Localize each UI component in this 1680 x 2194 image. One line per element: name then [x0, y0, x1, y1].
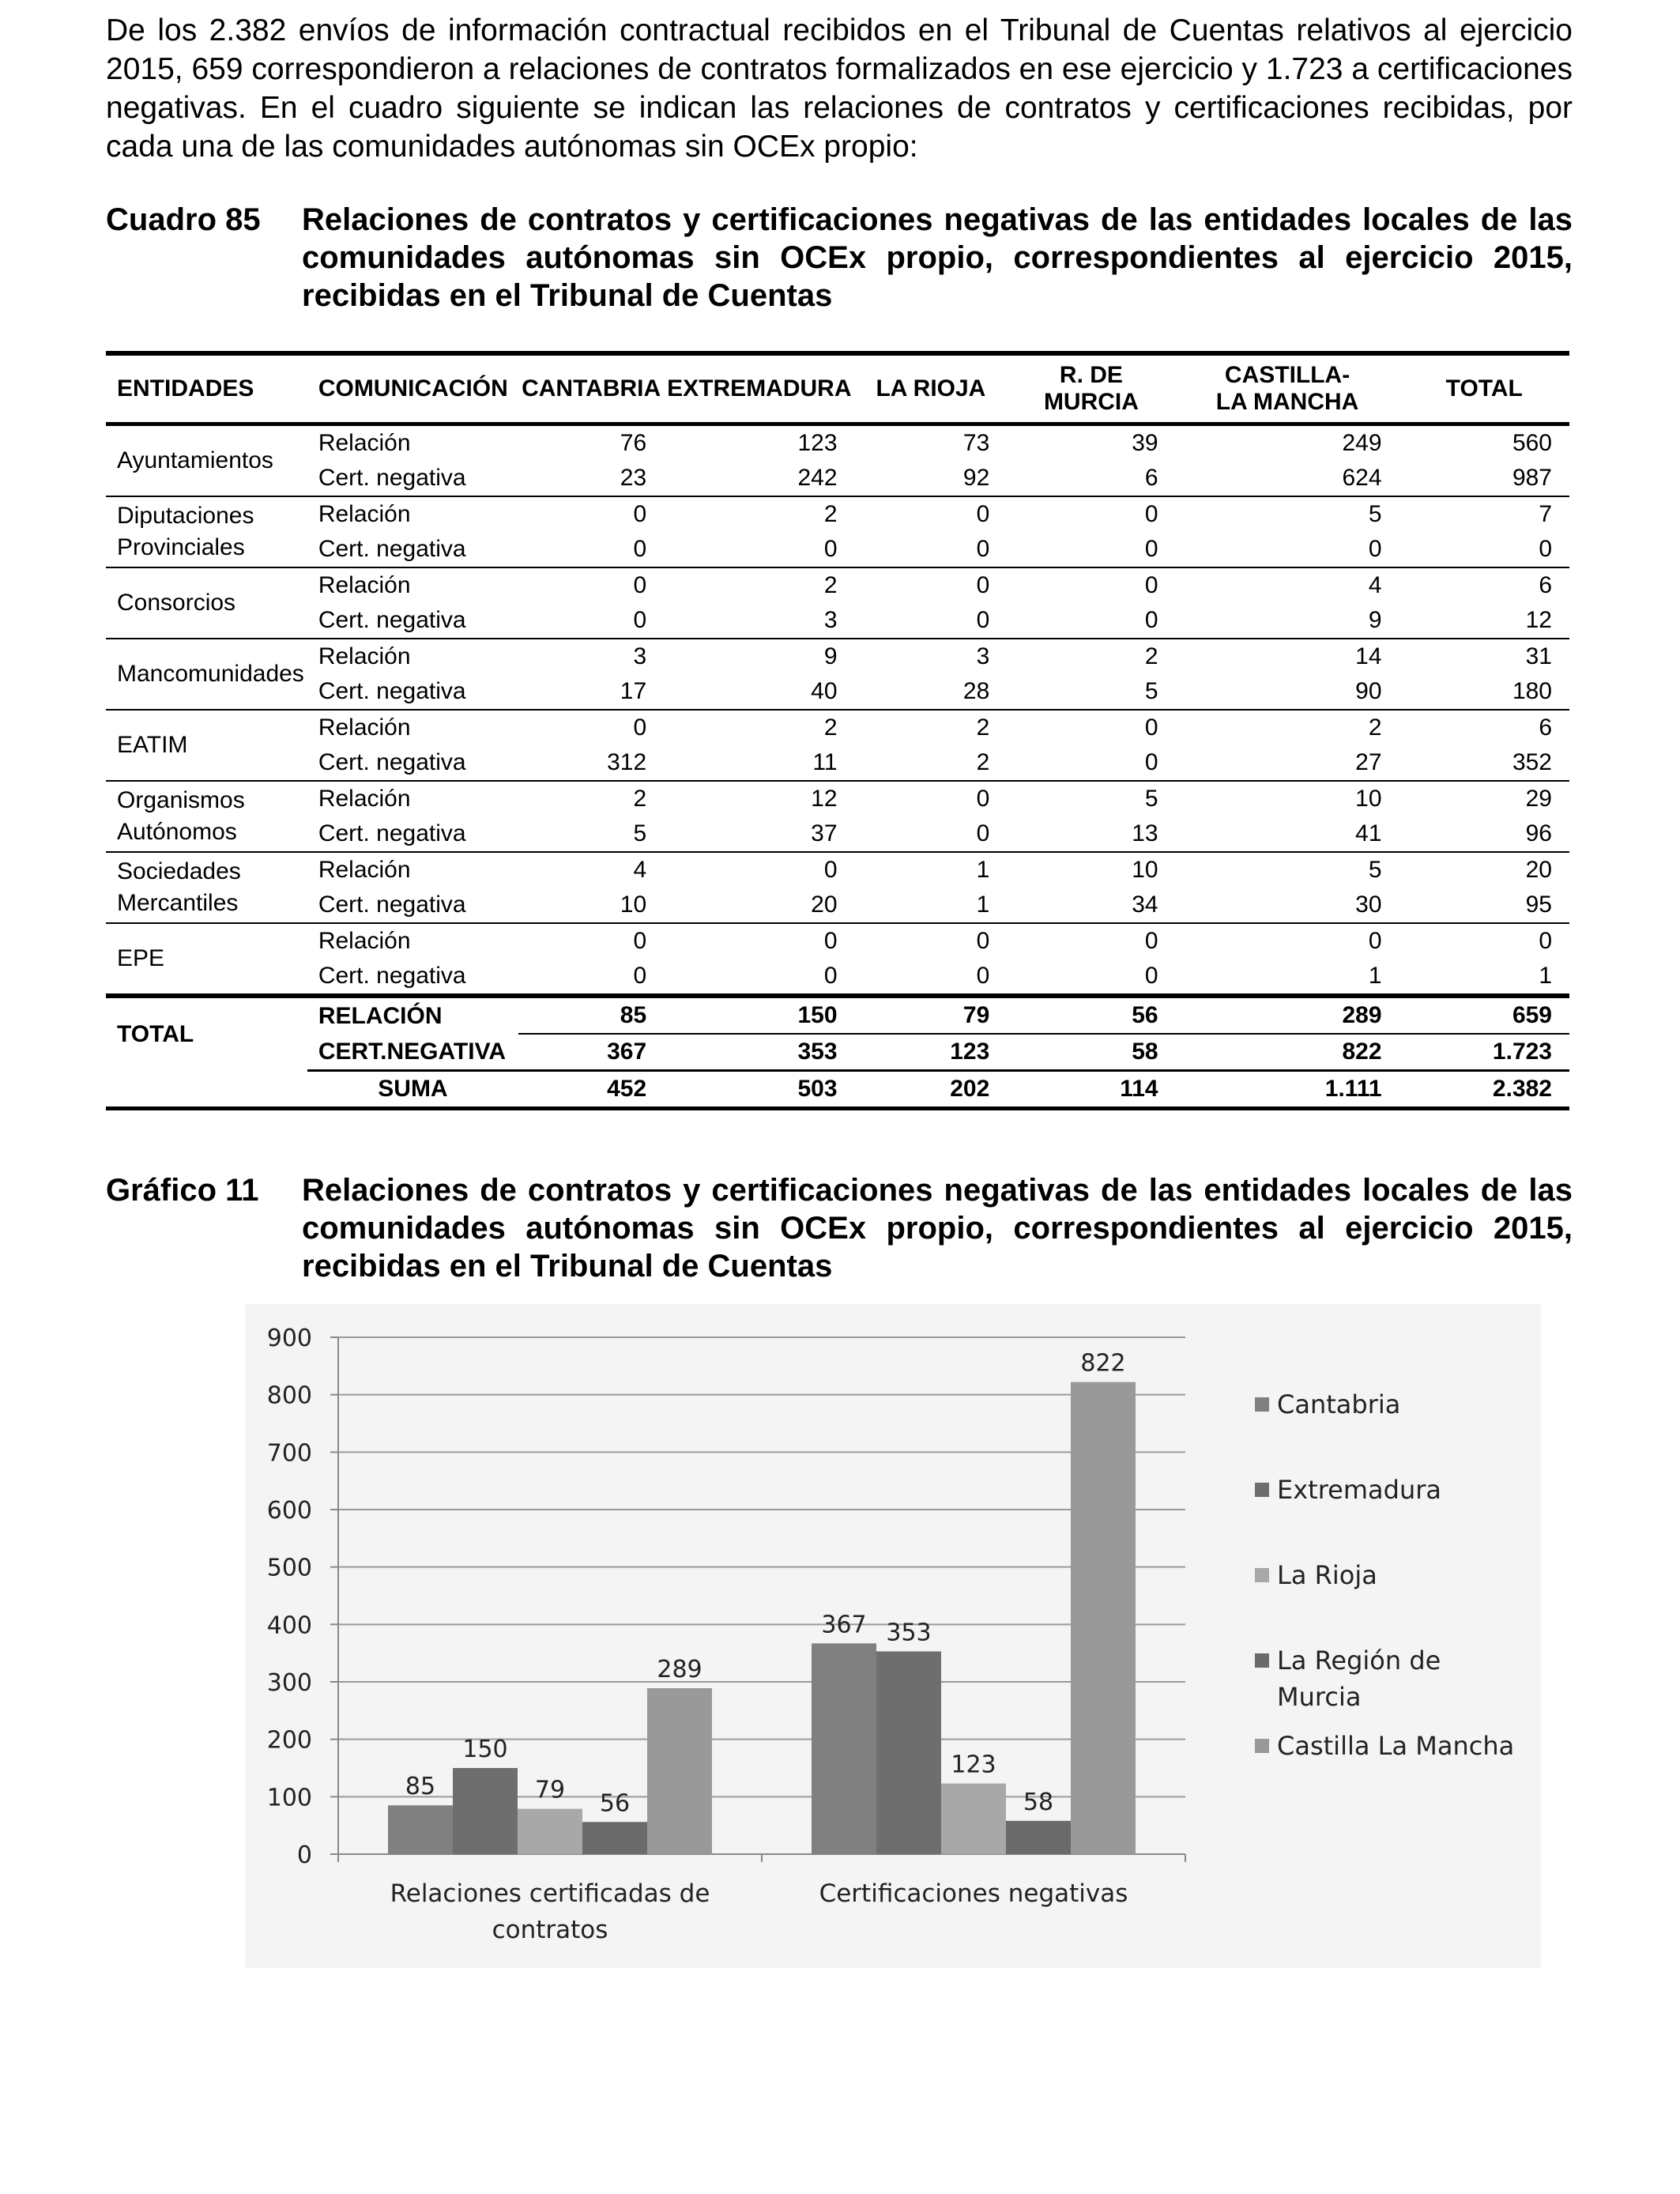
header-entidades: ENTIDADES [106, 353, 307, 424]
total-cell: 367 [607, 1039, 647, 1065]
table-cell: 0 [633, 536, 647, 562]
table-row [106, 781, 1569, 816]
table-cell: 9 [664, 639, 854, 674]
table-cell: 40 [811, 678, 838, 704]
table-cell: 0 [976, 536, 990, 562]
table-cell: 249 [1342, 430, 1382, 456]
total-type: RELACIÓN [307, 996, 518, 1034]
communication-type: Relación [307, 923, 518, 959]
table-cell: 0 [1007, 710, 1175, 745]
table-cell: 2 [664, 496, 854, 532]
total-cell: 79 [855, 996, 1008, 1034]
table-cell: 0 [1176, 923, 1399, 959]
table-cell: 23 [620, 465, 647, 491]
table-row [106, 816, 1569, 852]
table-row [106, 674, 1569, 710]
entity-label: EPE [106, 923, 307, 996]
table-cell: 7 [1399, 496, 1569, 532]
table-cell: 2 [976, 749, 990, 775]
table-caption-text: Relaciones de contratos y certificaciones negativas de las entidades locales de las comunidades autónomas sin OCEx propio, correspondientes al ejercicio 2015, recibidas en el Tribunal de Cuentas [302, 202, 1573, 313]
communication-type: Relación [307, 639, 518, 674]
table-cell: 123 [797, 430, 838, 456]
table-cell: 3 [518, 639, 664, 674]
table-cell: 987 [1512, 465, 1552, 491]
table-cell: 0 [823, 963, 838, 989]
legend-label: Cantabria [1277, 1389, 1401, 1419]
table-cell: 2 [855, 710, 1008, 745]
table-cell: 1 [855, 852, 1008, 888]
bar [812, 1643, 876, 1854]
bar-data-label: 79 [534, 1776, 566, 1804]
table-cell: 0 [1144, 607, 1158, 633]
entity-label: EATIM [106, 710, 307, 781]
communication-type: Cert. negativa [318, 678, 466, 704]
table-row [106, 639, 1569, 674]
table-row [106, 959, 1569, 996]
entity-label: Ayuntamientos [117, 447, 273, 473]
table-cell: 0 [1007, 496, 1175, 532]
table-cell: 0 [518, 710, 664, 745]
communication-type: Cert. negativa [318, 963, 466, 989]
legend-label-line: La Región de [1277, 1646, 1441, 1676]
table-header-row [106, 353, 1569, 424]
y-tick-label: 400 [266, 1612, 312, 1640]
communication-type: Cert. negativa [318, 892, 466, 918]
table-cell: 0 [855, 781, 1008, 816]
legend-swatch [1255, 1739, 1269, 1753]
total-cell: 123 [950, 1039, 990, 1065]
legend-swatch [1255, 1568, 1269, 1582]
table-cell: 5 [633, 820, 647, 846]
bar [876, 1651, 941, 1854]
table-cell: 95 [1525, 892, 1552, 918]
table-row [106, 532, 1569, 567]
table-cell: 29 [1399, 781, 1569, 816]
bar-data-label: 85 [405, 1773, 436, 1801]
table-cell: 560 [1512, 430, 1552, 456]
table-cell: 5 [1007, 781, 1175, 816]
sum-cell: 114 [1007, 1071, 1175, 1109]
table-caption-number: Cuadro 85 [106, 202, 261, 237]
table-cell: 2 [1007, 639, 1175, 674]
table-row [106, 424, 1569, 462]
bar-data-label: 353 [886, 1619, 932, 1647]
table-row [106, 745, 1569, 781]
total-cell: 353 [797, 1039, 838, 1065]
x-category-label-line: contratos [492, 1916, 608, 1944]
table-cell: 96 [1525, 820, 1552, 846]
y-tick-label: 800 [266, 1382, 312, 1410]
table-cell: 1 [1368, 963, 1382, 989]
table-cell: 2 [1176, 710, 1399, 745]
table-cell: 6 [1399, 710, 1569, 745]
table-cell: 28 [962, 678, 990, 704]
y-tick-label: 500 [266, 1554, 312, 1582]
bar-chart-svg [245, 1304, 1541, 1968]
bar [941, 1784, 1006, 1854]
total-cell: 1.723 [1492, 1039, 1552, 1065]
bar-chart [245, 1304, 1541, 1968]
table-cell: 20 [1399, 852, 1569, 888]
communication-type: Cert. negativa [318, 820, 466, 846]
total-row [106, 996, 1569, 1034]
table-cell: 10 [1176, 781, 1399, 816]
communication-type: Cert. negativa [318, 465, 466, 491]
table-cell: 73 [962, 430, 990, 456]
table-cell: 352 [1512, 749, 1552, 775]
table-cell: 624 [1342, 465, 1382, 491]
total-type: CERT.NEGATIVA [318, 1038, 507, 1065]
table-cell: 0 [1144, 963, 1158, 989]
communication-type: Relación [307, 567, 518, 603]
chart-caption-number: Gráfico 11 [106, 1173, 259, 1208]
header-murcia: R. DE MURCIA [1007, 353, 1175, 424]
table-cell: 0 [976, 820, 990, 846]
x-category-label-line: Relaciones certificadas de [390, 1879, 710, 1908]
table-cell: 0 [518, 567, 664, 603]
table-cell: 3 [823, 607, 838, 633]
entity-label: Mancomunidades [106, 639, 307, 710]
total-label: TOTAL [106, 996, 307, 1071]
table-cell: 39 [1132, 430, 1158, 456]
x-category-label [819, 1879, 1128, 1908]
table-row [106, 852, 1569, 888]
table-cell: 1 [976, 892, 990, 918]
bar-data-label: 367 [821, 1611, 867, 1639]
y-tick-label: 900 [266, 1325, 312, 1352]
y-tick-label: 100 [266, 1784, 312, 1812]
table-cell: 0 [518, 923, 664, 959]
intro-paragraph: De los 2.382 envíos de información contractual recibidos en el Tribunal de Cuentas relativos al ejercicio 2015, 659 correspondieron a relaciones de contratos formalizados en ese ejercicio y 1.723 a certificaciones negativas. En el cuadro siguiente se indican las relaciones de contratos y certificaciones recibidas, por cada una de las comunidades autónomas sin OCEx propio: [106, 13, 1573, 164]
table-cell: 0 [664, 923, 854, 959]
table-cell: 41 [1355, 820, 1382, 846]
communication-type: Relación [307, 781, 518, 816]
bar-data-label: 56 [599, 1789, 631, 1818]
sum-cell: 202 [855, 1071, 1008, 1109]
y-tick-label: 300 [266, 1669, 312, 1697]
bar-data-label: 150 [462, 1736, 508, 1763]
bar [388, 1805, 453, 1854]
table-cell: 4 [518, 852, 664, 888]
x-category-label-line: Certificaciones negativas [819, 1879, 1128, 1908]
table-cell: 0 [1368, 536, 1382, 562]
legend-label: Castilla La Mancha [1277, 1731, 1515, 1761]
bar [1006, 1821, 1071, 1854]
chart-caption [106, 1171, 1573, 1285]
table-cell: 0 [855, 923, 1008, 959]
table-cell: 1 [1539, 963, 1552, 989]
table-cell: 90 [1355, 678, 1382, 704]
sum-label: SUMA [307, 1071, 518, 1109]
total-cell: 150 [664, 996, 854, 1034]
table-cell: 0 [823, 536, 838, 562]
entity-label: Sociedades Mercantiles [106, 852, 307, 923]
y-tick-label: 600 [266, 1497, 312, 1525]
communication-type: Relación [307, 710, 518, 745]
table-cell: 0 [1144, 536, 1158, 562]
table-cell: 12 [1525, 607, 1552, 633]
legend-label: Extremadura [1277, 1475, 1441, 1505]
total-cell: 822 [1342, 1039, 1382, 1065]
y-tick-label: 0 [296, 1842, 312, 1869]
table-row [106, 923, 1569, 959]
header-castilla-la-mancha: CASTILLA- LA MANCHA [1176, 353, 1399, 424]
table-cell: 0 [633, 607, 647, 633]
table-cell: 76 [620, 430, 647, 456]
table-cell: 2 [664, 567, 854, 603]
communication-type: Relación [318, 430, 411, 456]
entity-label: Diputaciones Provinciales [106, 496, 307, 567]
table-cell: 20 [811, 892, 838, 918]
bar-data-label: 123 [951, 1751, 996, 1779]
bar-data-label: 58 [1023, 1788, 1054, 1816]
total-cell: 289 [1176, 996, 1399, 1034]
table-cell: 0 [1007, 567, 1175, 603]
table-row [106, 496, 1569, 532]
table-cell: 17 [620, 678, 647, 704]
communication-type: Relación [307, 852, 518, 888]
bar [647, 1688, 712, 1854]
header-cantabria: CANTABRIA [518, 353, 664, 424]
table-cell: 5 [1176, 852, 1399, 888]
table-row [106, 567, 1569, 603]
header-comunicacion: COMUNICACIÓN [307, 353, 518, 424]
communication-type: Cert. negativa [318, 749, 466, 775]
legend-label [1277, 1646, 1441, 1712]
table-row [106, 888, 1569, 923]
header-la-rioja: LA RIOJA [855, 353, 1008, 424]
table-cell: 27 [1355, 749, 1382, 775]
table-cell: 2 [664, 710, 854, 745]
table-cell: 4 [1176, 567, 1399, 603]
sum-cell: 1.111 [1176, 1071, 1399, 1109]
table-cell: 10 [1007, 852, 1175, 888]
table-row [106, 461, 1569, 496]
table-cell: 6 [1144, 465, 1158, 491]
sum-cell: 2.382 [1399, 1071, 1569, 1109]
table-cell: 0 [1399, 923, 1569, 959]
table-cell: 9 [1368, 607, 1382, 633]
total-cell: 58 [1132, 1039, 1158, 1065]
total-cell: 659 [1399, 996, 1569, 1034]
total-row [106, 1034, 1569, 1071]
table-cell: 0 [855, 567, 1008, 603]
communication-type: Cert. negativa [318, 607, 466, 633]
table-cell: 2 [518, 781, 664, 816]
table-cell: 0 [1007, 923, 1175, 959]
chart-caption-text: Relaciones de contratos y certificaciones negativas de las entidades locales de las comunidades autónomas sin OCEx propio, correspondientes al ejercicio 2015, recibidas en el Tribunal de Cuentas [302, 1173, 1573, 1284]
entity-label: Consorcios [106, 567, 307, 639]
table-cell: 92 [962, 465, 990, 491]
table-row [106, 710, 1569, 745]
sum-cell: 452 [518, 1071, 664, 1109]
table-cell: 12 [664, 781, 854, 816]
y-tick-label: 700 [266, 1439, 312, 1468]
x-category-label [390, 1879, 710, 1944]
table-cell: 6 [1399, 567, 1569, 603]
table-cell: 180 [1512, 678, 1552, 704]
legend-swatch [1255, 1483, 1269, 1497]
header-extremadura: EXTREMADURA [664, 353, 854, 424]
table-caption [106, 201, 1573, 315]
table-cell: 242 [797, 465, 838, 491]
table-cell: 34 [1132, 892, 1158, 918]
bar [1071, 1382, 1136, 1854]
table-cell: 0 [518, 496, 664, 532]
entity-label: Organismos Autónomos [106, 781, 307, 852]
table-cell: 10 [620, 892, 647, 918]
table-cell: 0 [1539, 536, 1552, 562]
sum-row [106, 1071, 1569, 1109]
table-cell: 312 [607, 749, 647, 775]
table-cell: 31 [1399, 639, 1569, 674]
table-cell: 5 [1144, 678, 1158, 704]
bar [453, 1768, 518, 1854]
bar [518, 1809, 582, 1854]
legend-label-line: Murcia [1277, 1682, 1362, 1712]
table-cell: 5 [1176, 496, 1399, 532]
total-cell: 56 [1007, 996, 1175, 1034]
bar-data-label: 289 [657, 1655, 703, 1683]
data-table [106, 351, 1569, 1110]
legend-swatch [1255, 1653, 1269, 1668]
bar-data-label: 822 [1080, 1349, 1126, 1378]
table-cell: 30 [1355, 892, 1382, 918]
table-cell: 13 [1132, 820, 1158, 846]
table-cell: 0 [664, 852, 854, 888]
bar [582, 1822, 647, 1854]
table-row [106, 603, 1569, 639]
communication-type: Relación [307, 496, 518, 532]
sum-cell: 503 [664, 1071, 854, 1109]
table-cell: 14 [1176, 639, 1399, 674]
table-cell: 0 [633, 963, 647, 989]
header-total: TOTAL [1399, 353, 1569, 424]
legend-label: La Rioja [1277, 1560, 1377, 1590]
y-tick-label: 200 [266, 1726, 312, 1755]
legend-swatch [1255, 1397, 1269, 1412]
table-cell: 3 [855, 639, 1008, 674]
table-cell: 0 [1144, 749, 1158, 775]
table-cell: 37 [811, 820, 838, 846]
table-cell: 0 [976, 963, 990, 989]
total-cell: 85 [518, 996, 664, 1034]
communication-type: Cert. negativa [318, 536, 466, 562]
table-cell: 0 [976, 607, 990, 633]
table-cell: 0 [855, 496, 1008, 532]
table-cell: 11 [812, 749, 838, 775]
sum-blank [106, 1071, 307, 1109]
